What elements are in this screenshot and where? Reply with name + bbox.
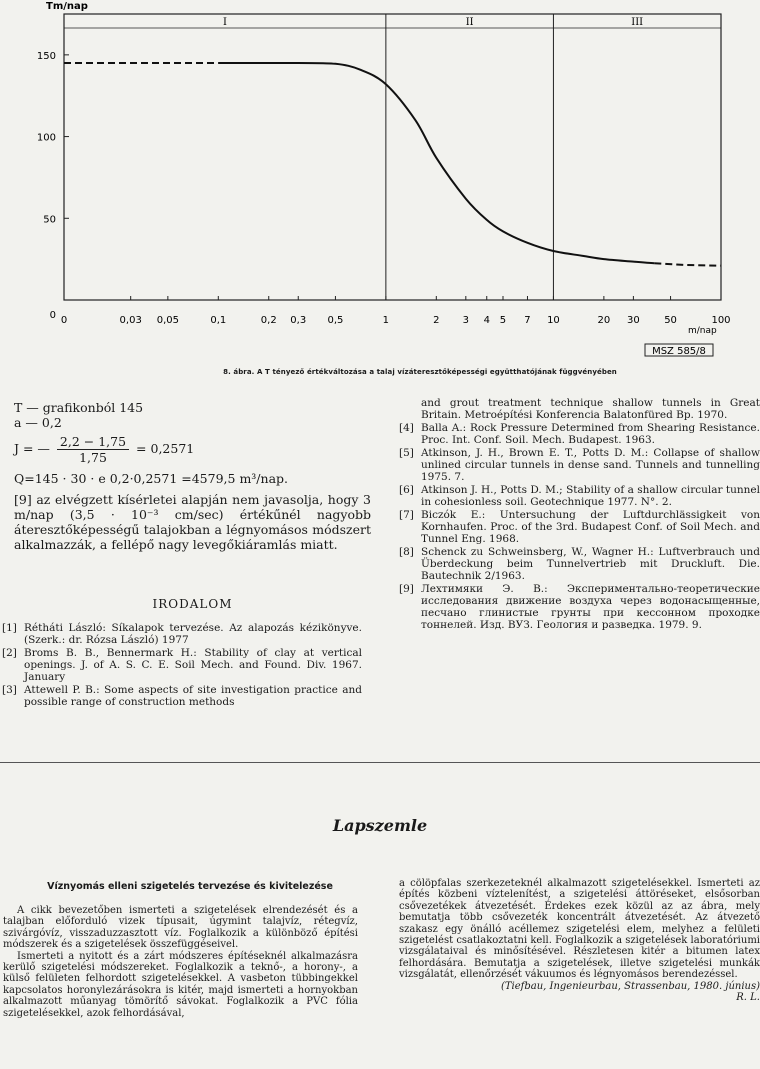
review-paragraph: A cikk bevezetőben ismerteti a szigetelések elrendezését és a talajban előforduló vizek típusait, úgymint talajvíz, rétegvíz, szivárgóvíz, visszaduzzasztott víz. Foglalkozik a különböző építési módszerek és a szigetelések összefüggéseivel.	[3, 905, 358, 951]
reference-number: [4]	[399, 422, 414, 434]
q-formula: Q=145 · 30 · e 0,2·0,2571 =4579,5 m³/nap.	[14, 471, 288, 486]
chart-axes	[64, 14, 721, 300]
standard-stamp	[645, 344, 713, 357]
x-tick-label: 10	[547, 315, 560, 326]
chart-ticks	[37, 51, 731, 326]
reference-text: Broms B. B., Bennermark H.: Stability of clay at vertical openings. J. of A. S. C. E. Soil Mech. and Found. Div. 1967. January	[24, 647, 362, 683]
x-tick-label: 0,1	[210, 315, 227, 326]
x-tick-label: 30	[627, 315, 640, 326]
x-tick-label: 0,5	[327, 315, 344, 326]
j-fraction-denominator: 1,75	[79, 450, 107, 465]
x-tick-label: 0,2	[260, 315, 277, 326]
section-heading: Lapszemle	[332, 816, 428, 835]
zone-label: II	[465, 17, 474, 28]
review-title: Víznyomás elleni szigetelés tervezése és kivitelezése	[47, 881, 333, 892]
j-fraction	[57, 434, 129, 465]
reference-number: [5]	[399, 447, 414, 459]
reference-number: [2]	[2, 647, 17, 659]
x-tick-label: 50	[664, 315, 677, 326]
reference-item	[399, 509, 760, 545]
reference-number: [1]	[2, 622, 17, 634]
figure-caption: 8. ábra. A T tényező értékváltozása a talaj vízáteresztőképességi együtthatójának függvényében	[223, 368, 617, 376]
t-value-line: T — grafikonból 145	[14, 400, 144, 415]
chart-series	[64, 63, 721, 266]
review-column-left	[3, 905, 358, 1019]
reference-item	[399, 484, 760, 508]
reference-item	[399, 546, 760, 582]
y-tick-label: 150	[36, 50, 56, 62]
reference-item	[399, 447, 760, 483]
remark-paragraph: [9] az elvégzett kísérletei alapján nem javasolja, hogy 3 m/nap (3,5 · 10⁻³ cm/sec) értékűnél nagyobb áteresztőképességű talajokban a légnyomásos módszert alkalmazzák, a fellépő nagy levegőkiáramlás miatt.	[14, 492, 371, 552]
chart	[0, 0, 760, 365]
reference-text: Atkinson J. H., Potts D. M.; Stability of a shallow circular tunnel in cohesionless soil. Geotechnique 1977. N°. 2.	[421, 484, 760, 508]
x-tick-label: 4	[483, 315, 490, 326]
x-tick-label: 0,05	[156, 315, 179, 326]
x-tick-label: 0	[60, 315, 68, 326]
y-tick-label: 100	[36, 132, 56, 144]
reference-number: [8]	[399, 546, 414, 558]
formula-block	[14, 400, 374, 486]
zone-label: III	[631, 17, 644, 28]
reference-text: Лехтимяки Э. В.: Экспериментально-теоретические исследования движение воздуха через водонасыщенные, песчано глинистые грунты при кессонном проходке тоннелей. Изд. ВУЗ. Геология и разведка. 1979. 9.	[421, 583, 760, 631]
reference-item	[399, 422, 760, 446]
reference-text: and grout treatment technique shallow tunnels in Great Britain. Metroépítési Konferencia Balatonfüred Bp. 1970.	[421, 397, 760, 421]
x-tick-label: 100	[711, 315, 731, 326]
x-tick-label: 2	[433, 315, 440, 326]
references-heading: IRODALOM	[152, 597, 233, 611]
chart-zones	[64, 14, 721, 300]
reference-item	[399, 583, 760, 631]
references-right	[399, 397, 760, 632]
series-line-solid	[218, 63, 654, 263]
reference-number: [3]	[2, 684, 17, 696]
a-value-line: a — 0,2	[14, 415, 62, 430]
x-tick-label: 0,03	[119, 315, 142, 326]
reference-number: [7]	[399, 509, 414, 521]
series-line-dashed-end	[654, 263, 721, 266]
reference-text: Atkinson, J. H., Brown E. T., Potts D. M.: Collapse of shallow unlined circular tunnels in dense sand. Tunnels and tunnelling 1975. 7.	[421, 447, 760, 483]
reference-item	[2, 684, 362, 708]
j-formula-lhs: J = —	[14, 441, 50, 456]
x-tick-label: 0,3	[290, 315, 307, 326]
x-axis-label: m/nap	[688, 326, 717, 336]
j-formula-rhs: = 0,2571	[136, 441, 195, 456]
review-source: (Tiefbau, Ingenieurbau, Strassenbau, 1980. június)	[500, 980, 760, 992]
review-column-right	[399, 878, 760, 1003]
x-tick-label: 5	[499, 315, 507, 326]
x-tick-label: 20	[597, 315, 611, 326]
standard-stamp-text: MSZ 585/8	[652, 346, 706, 357]
j-fraction-numerator: 2,2 − 1,75	[57, 434, 129, 450]
y-tick-label: 0	[49, 310, 56, 321]
reference-text: Balla A.: Rock Pressure Determined from Shearing Resistance. Proc. Int. Conf. Soil. Mech. Budapest. 1963.	[421, 422, 760, 446]
reference-continuation	[399, 397, 760, 421]
plot-frame	[64, 14, 721, 300]
x-tick-label: 3	[462, 315, 470, 326]
x-tick-label: 1	[382, 315, 390, 326]
zone-label: I	[222, 17, 227, 28]
review-paragraph: a cölöpfalas szerkezeteknél alkalmazott szigetelésekkel. Ismerteti az építés közbeni víztelenítést, a szigetelési áttöréseket, elsősorban csővezetékek átvezetését. Érdekes ezek közül az az ábra, mely bemutatja több csővezeték koncentrált átvezetését. Az átvezető szakasz egy önálló acéllemez szigetelési elem, melyhez a felületi szigetelést csatlakoztatni kell. Foglalkozik a szigetelések laboratóriumi vizsgálataival és minősítésével. Részletesen kitér a bitumen latex felhordására. Bemutatja a szigetelések, illetve szigetelési munkák vizsgálatát, ellenőrzését vákuumos és légnyomásos berendezéssel.	[399, 878, 760, 981]
j-formula	[14, 434, 374, 465]
y-tick-label: 50	[43, 214, 56, 226]
review-author: R. L.	[736, 992, 760, 1004]
y-axis-label: Tm/nap	[46, 1, 88, 12]
reference-text: Attewell P. B.: Some aspects of site investigation practice and possible range of construction methods	[24, 684, 362, 708]
reference-number: [9]	[399, 583, 414, 595]
x-tick-label: 7	[524, 315, 531, 326]
reference-text: Schenck zu Schweinsberg, W., Wagner H.: Luftverbrauch und Überdeckung beim Tunnelvertrieb mit Druckluft. Die. Bautechnik 2/1963.	[421, 546, 760, 582]
reference-item	[2, 647, 362, 683]
reference-text: Rétháti László: Síkalapok tervezése. Az alapozás kézikönyve. (Szerk.: dr. Rózsa László) 1977	[24, 622, 362, 646]
reference-text: Biczók E.: Untersuchung der Luftdurchlässigkeit von Kornhaufen. Proc. of the 3rd. Budapest Conf. of Soil Mech. and Tunnel Eng. 1968.	[421, 509, 760, 545]
reference-number: [6]	[399, 484, 414, 496]
references-left	[2, 622, 362, 709]
section-divider	[0, 762, 760, 763]
reference-item	[2, 622, 362, 646]
review-paragraph: Ismerteti a nyitott és a zárt módszeres építéseknél alkalmazásra kerülő szigetelési módszereket. Foglalkozik a teknő-, a horony-, a külső felületen felhordott szigetelésekkel. A vasbeton tübbingekkel kapcsolatos horonylezárásokra is kitér, majd ismerteti a hornyokban alkalmazott műanyag tömörítő sávokat. Foglalkozik a PVC fólia szigetelésekkel, azok felhordásával,	[3, 950, 358, 1019]
